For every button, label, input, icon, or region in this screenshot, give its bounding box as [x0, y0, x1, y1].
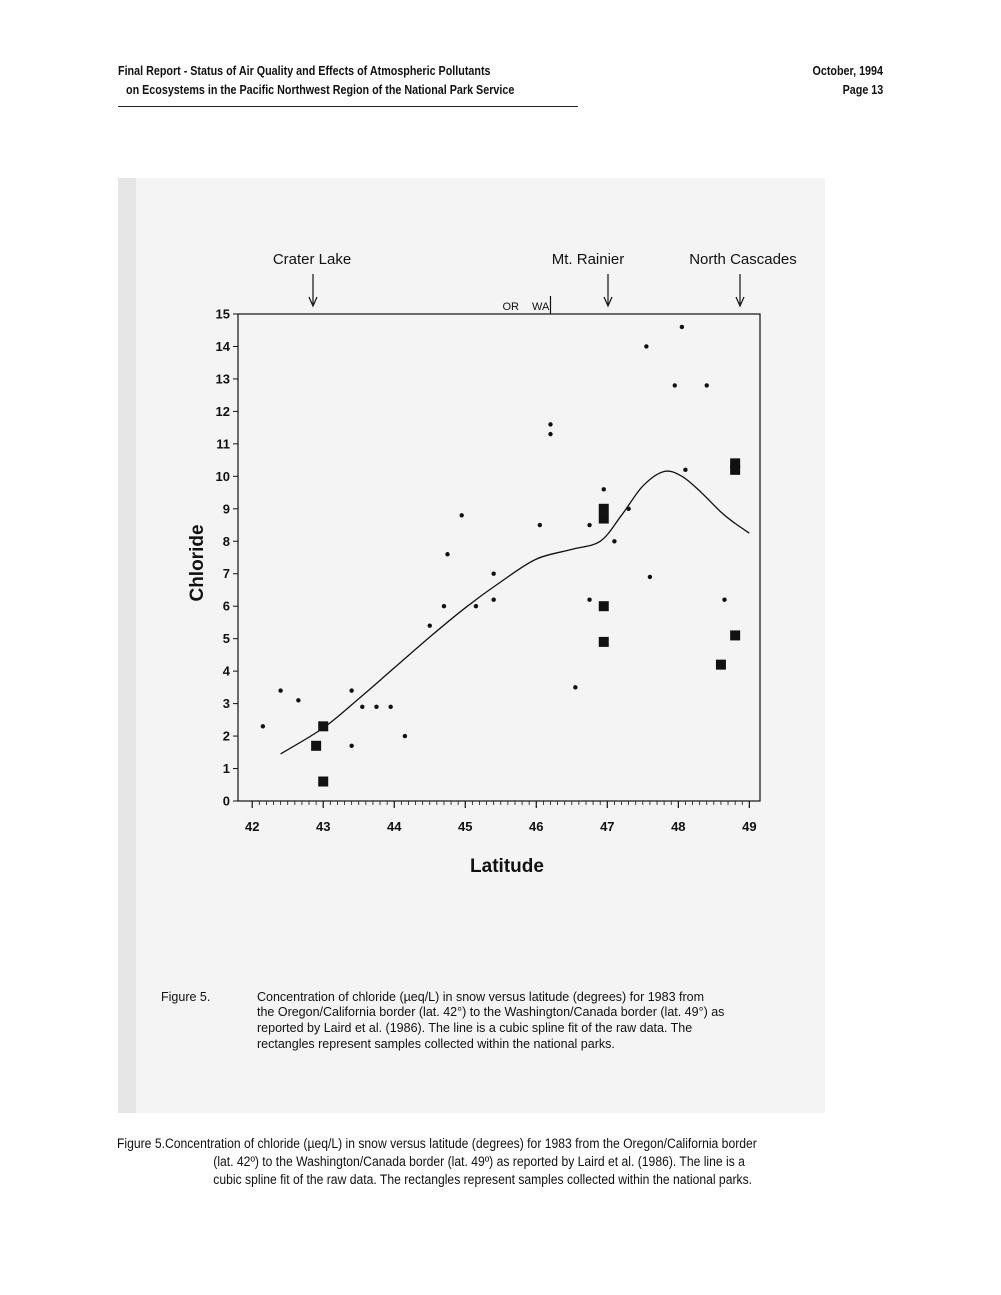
sample-dot	[587, 523, 591, 527]
annotation-north-cascades: North Cascades	[689, 251, 797, 268]
sample-dot	[548, 432, 552, 436]
sample-dot	[491, 572, 495, 576]
sample-dot	[349, 744, 353, 748]
park-sample-square	[318, 777, 328, 787]
y-tick-label: 3	[222, 696, 230, 712]
sample-dot	[644, 344, 648, 348]
bottom-caption-line3: cubic spline fit of the raw data. The rectangles represent samples collected within the national parks.	[213, 1172, 753, 1187]
sample-dot	[538, 523, 542, 527]
label-wa: WA	[532, 301, 550, 313]
figure-label: Figure 5.	[161, 990, 211, 1004]
park-sample-square	[730, 458, 740, 468]
x-tick-label: 46	[529, 819, 544, 834]
sample-dot	[491, 598, 495, 602]
sample-dot	[673, 383, 677, 387]
report-title-line2: on Ecosystems in the Pacific Northwest Region of the National Park Service	[126, 83, 515, 97]
y-tick-label: 10	[215, 468, 230, 484]
label-or: OR	[502, 301, 519, 313]
y-tick-label: 6	[222, 598, 230, 614]
y-tick-label: 2	[222, 728, 230, 744]
y-tick-label: 13	[215, 371, 230, 387]
y-tick-label: 0	[222, 793, 230, 809]
sample-dot	[460, 513, 464, 517]
park-sample-square	[599, 601, 609, 611]
sample-dot	[548, 422, 552, 426]
report-date: October, 1994	[812, 64, 883, 78]
bottom-caption	[117, 1135, 801, 1189]
park-sample-square	[716, 660, 726, 670]
x-tick-label: 44	[387, 819, 402, 834]
sample-dot	[683, 468, 687, 472]
figure-caption-line1: Concentration of chloride (µeq/L) in snow versus latitude (degrees) for 1983 from	[257, 990, 705, 1004]
park-sample-square	[599, 504, 609, 514]
y-tick-label: 1	[222, 761, 230, 777]
sample-dot	[349, 688, 353, 692]
y-tick-label: 12	[215, 403, 230, 419]
sample-dot	[612, 539, 616, 543]
figure-caption-line3: reported by Laird et al. (1986). The line is a cubic spline fit of the raw data. The	[257, 1021, 693, 1035]
sample-dot	[403, 734, 407, 738]
annotation-mt-rainier: Mt. Rainier	[551, 251, 625, 268]
x-tick-label: 47	[600, 819, 615, 834]
y-tick-label: 14	[215, 338, 230, 354]
y-tick-label: 5	[222, 631, 230, 647]
report-title-line1: Final Report - Status of Air Quality and Effects of Atmospheric Pollutants	[118, 64, 491, 78]
sample-dot	[474, 604, 478, 608]
park-sample-square	[599, 637, 609, 647]
sample-dot	[428, 623, 432, 627]
x-tick-label: 48	[671, 819, 686, 834]
y-axis-label: Chloride	[187, 524, 208, 602]
annotation-crater-lake: Crater Lake	[272, 251, 352, 268]
sample-dot	[360, 705, 364, 709]
y-tick-label: 4	[222, 663, 230, 679]
page-number: Page 13	[842, 83, 883, 97]
sample-dot	[296, 698, 300, 702]
sample-dot	[587, 598, 591, 602]
park-sample-square	[311, 741, 321, 751]
sample-dot	[374, 705, 378, 709]
sample-dot	[705, 383, 709, 387]
park-sample-square	[318, 721, 328, 731]
header-rule	[118, 106, 578, 107]
figure-caption-line4: rectangles represent samples collected within the national parks.	[257, 1037, 615, 1051]
y-tick-label: 9	[222, 501, 230, 517]
y-tick-label: 8	[222, 533, 230, 549]
sample-dot	[445, 552, 449, 556]
scan-shadow	[118, 178, 136, 1113]
x-tick-label: 49	[742, 819, 757, 834]
sample-dot	[278, 688, 282, 692]
y-tick-label: 7	[222, 566, 230, 582]
sample-dot	[626, 507, 630, 511]
sample-dot	[442, 604, 446, 608]
sample-dot	[602, 487, 606, 491]
bottom-caption-line2: (lat. 42º) to the Washington/Canada border (lat. 49º) as reported by Laird et al. (1986). The line is a	[213, 1154, 745, 1169]
bottom-caption-line1: Figure 5.Concentration of chloride (µeq/L) in snow versus latitude (degrees) for 1983 from the Oregon/California border	[117, 1136, 757, 1151]
sample-dot	[261, 724, 265, 728]
sample-dot	[648, 575, 652, 579]
sample-dot	[680, 325, 684, 329]
sample-dot	[722, 598, 726, 602]
y-tick-label: 11	[216, 436, 230, 452]
park-sample-square	[599, 514, 609, 524]
y-tick-label: 15	[215, 306, 230, 322]
sample-dot	[388, 705, 392, 709]
x-axis-label: Latitude	[470, 856, 544, 877]
scanned-figure	[118, 178, 825, 1113]
sample-dot	[573, 685, 577, 689]
x-tick-label: 45	[458, 819, 473, 834]
x-tick-label: 42	[244, 819, 260, 834]
park-sample-square	[730, 630, 740, 640]
figure-caption-line2: the Oregon/California border (lat. 42°) to the Washington/Canada border (lat. 49°) as	[257, 1005, 725, 1019]
x-tick-label: 43	[315, 819, 331, 834]
